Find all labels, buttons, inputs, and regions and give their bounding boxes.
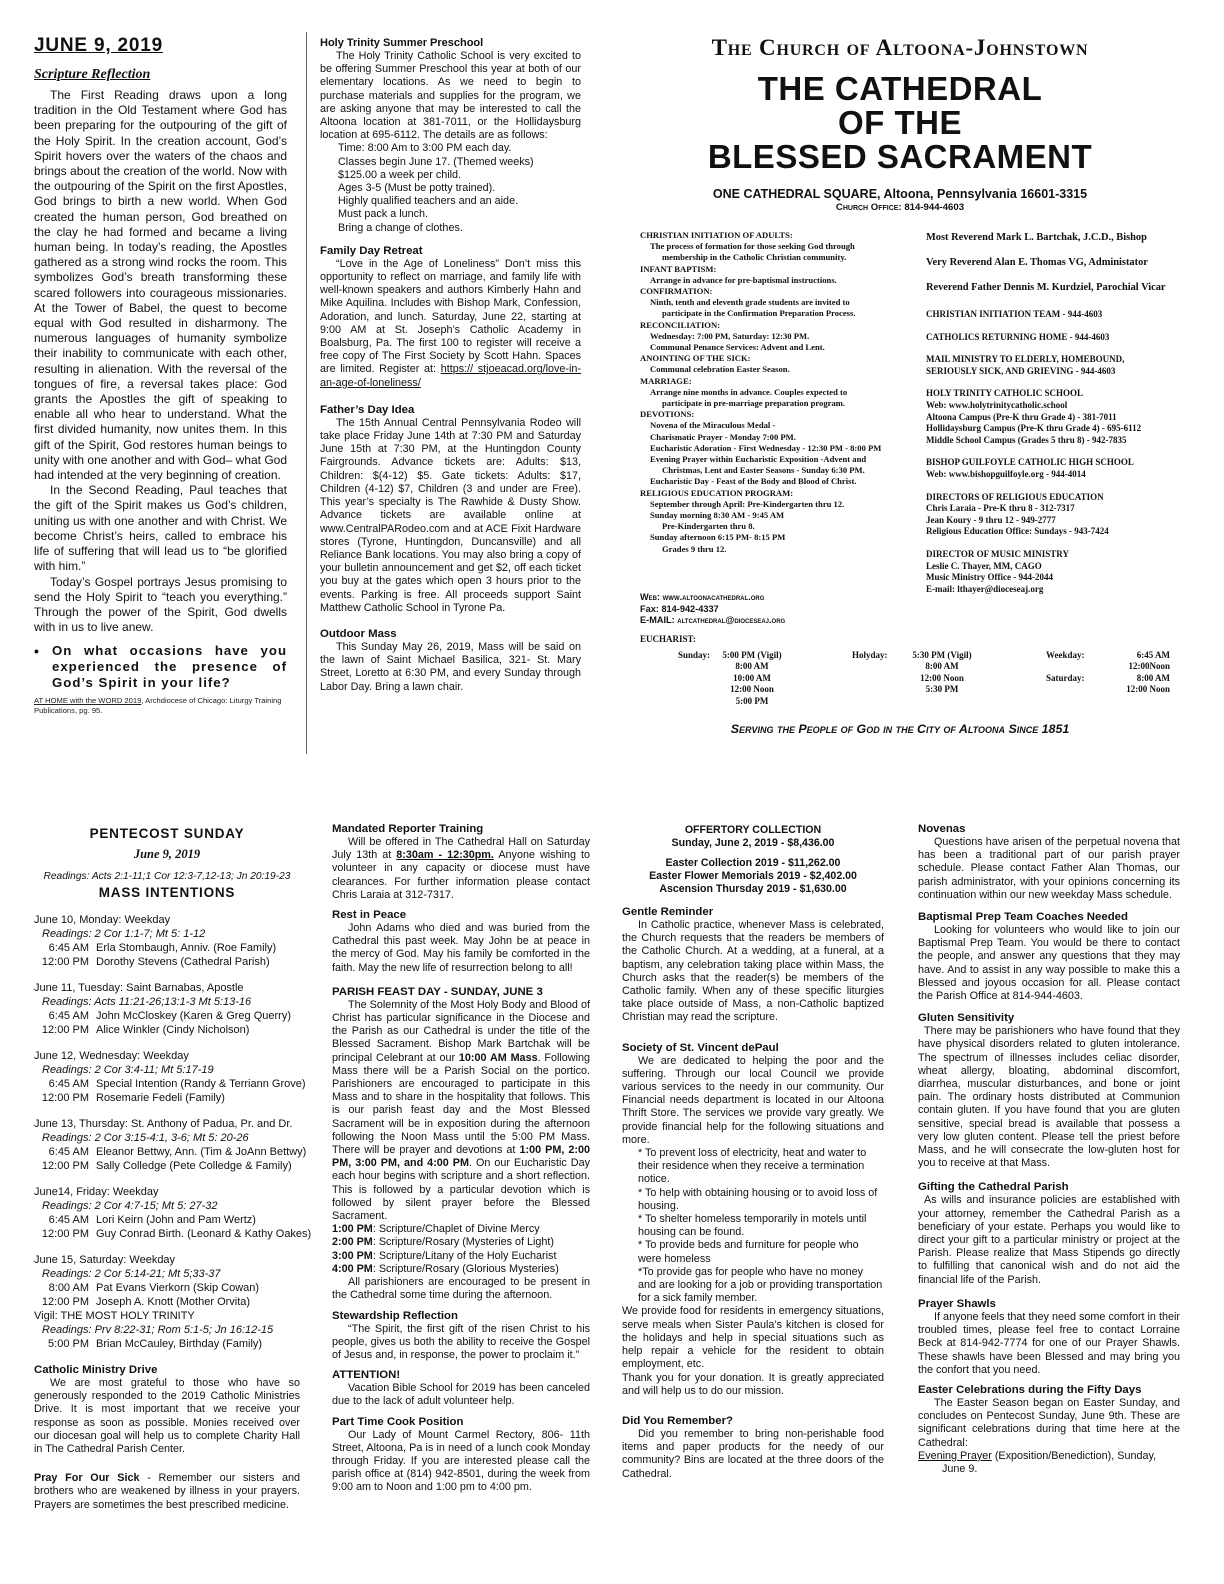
feast-text-c: . Following Mass there will be a Parish Social on the portico. Parishioners are encouraged to participate in this Mass and to share in the hospitality that follows. This is our parish feast day and the Most Blessed Sacrament will be in exposition during the afternoon following the Noon Mass until the 5:00 PM Mass. There will be prayer and devotions at (332, 1051, 591, 1157)
intention-time: 5:00 PM (48, 1338, 89, 1350)
intention-time: 12:00 PM (41, 1228, 89, 1240)
holyday-label: Holyday: (852, 650, 888, 660)
sacrament-detail: Wednesday: 7:00 PM, Saturday: 12:30 PM. (650, 330, 810, 341)
ministry-group (926, 549, 1188, 595)
col-parish-news (332, 822, 590, 1552)
pray-for-sick-label: Pray For Our Sick (34, 1472, 140, 1485)
weekday-label: Weekday: (1046, 650, 1085, 660)
intention-readings: Readings: Acts 11:21-26;13:1-3 Mt 5:13-16 (42, 996, 252, 1008)
intention-day-title: June 10, Monday: Weekday (34, 914, 171, 926)
mass-intentions-heading: MASS INTENTIONS (98, 885, 236, 900)
eucharist-label: EUCHARIST: (640, 634, 696, 644)
fax-number: Fax: 814-942-4337 (640, 603, 719, 614)
ministry-group-line: E-mail: lthayer@dioceseaj.org (926, 583, 1044, 594)
service-item: *To provide gas for people who have no money and are looking for a job or providing transportation for a sick family member. (638, 1265, 883, 1305)
column-divider (306, 32, 307, 754)
ministry-group-line: Web: www.holytrinitycatholic.school (926, 399, 1068, 410)
ministry-group-title: DIRECTOR OF MUSIC MINISTRY (926, 548, 1069, 559)
sacrament-detail: Novena of the Miraculous Medal - (650, 420, 776, 431)
cook-position-heading: Part Time Cook Position (332, 1415, 464, 1428)
mass-time: 5:30 PM (925, 684, 959, 695)
detail-item: Highly qualified teachers and an aide. (338, 195, 519, 208)
easter-collection: Easter Collection 2019 - $11,262.00 (665, 857, 841, 869)
mass-time: 12:00Noon (1128, 661, 1170, 672)
intention-time: 6:45 AM (48, 1214, 89, 1226)
ministry-group (926, 492, 1188, 538)
stewardship-heading: Stewardship Reflection (332, 1309, 458, 1322)
mass-time: 12:00 Noon (920, 672, 964, 683)
intention-name: John McCloskey (Karen & Greg Querry) (96, 1010, 292, 1022)
mass-time: 5:00 PM (735, 695, 769, 706)
intention-row (34, 1281, 300, 1295)
ministry-group-line: Leslie C. Thayer, MM, CAGO (926, 560, 1042, 571)
easter-flowers: Easter Flower Memorials 2019 - $2,402.00 (649, 870, 857, 882)
cathedral-title-2: OF THE (838, 104, 962, 141)
sacrament-detail: Christmas, Lent and Easter Seasons - Sunday 6:30 PM. (662, 465, 865, 476)
training-time: 8:30am - 12:30pm. (396, 849, 494, 862)
church-header (620, 34, 1180, 214)
remember-heading: Did You Remember? (622, 1414, 733, 1427)
ministry-group-line: Middle School Campus (Grades 5 thru 8) - 942-7835 (926, 434, 1127, 445)
rest-in-peace-text: John Adams who died and was buried from the Cathedral this past week. May John be at peace in the mercy of God. May his family be comforted in the faith. May the new life of resurrection belong to all! (332, 922, 590, 974)
gluten-heading: Gluten Sensitivity (918, 1012, 1015, 1025)
bullet-icon: • (34, 643, 39, 660)
contact-info (640, 592, 920, 632)
saturday-label: Saturday: (1046, 673, 1085, 683)
preschool-heading: Holy Trinity Summer Preschool (320, 37, 484, 49)
col-announcements-top (320, 36, 581, 756)
sacrament-detail: Sunday morning 8:30 AM - 9:45 AM (650, 510, 785, 521)
easter-celebrations-heading: Easter Celebrations during the Fifty Days (918, 1383, 1142, 1396)
detail-item: Ages 3-5 (Must be potty trained). (338, 182, 496, 195)
sacrament-detail: Communal Penance Services: Advent and Lent. (650, 342, 825, 353)
intention-row (34, 1091, 300, 1105)
col-novenas (918, 822, 1180, 1558)
feast-mass-time: 10:00 AM Mass (458, 1051, 538, 1064)
sunday-label: Sunday: (678, 650, 711, 660)
intention-name: Joseph A. Knott (Mother Orvita) (96, 1296, 251, 1308)
outdoor-mass-text: This Sunday May 26, 2019, Mass will be said on the lawn of Saint Michael Basilica, 321- St. Mary Street, Loretto at 6:30 PM, and every Sunday through Labor Day. Bring a lawn chair. (320, 640, 581, 693)
intention-row (34, 1227, 312, 1241)
saturday-times (1090, 673, 1170, 696)
attention-heading: ATTENTION! (332, 1369, 401, 1382)
ministry-group-title: CHRISTIAN INITIATION TEAM - 944-4603 (926, 309, 1103, 319)
ministry-group-line: SERIOUSLY SICK, AND GRIEVING - 944-4603 (926, 365, 1116, 376)
pentecost-date: June 9, 2019 (133, 847, 201, 861)
remember-text: Did you remember to bring non-perishable food items and paper products for the needy of our community? Bins are located at the three doors of the Cathedral. (622, 1427, 884, 1480)
sacrament-detail: Eucharistic Day - Feast of the Body and Blood of Christ. (650, 476, 857, 487)
feast-text-e: . On our Eucharistic Day each hour begins with scripture and a short reflection. This is followed by a particular devotion which is followed by silent prayer before the Blessed Sacrament. (332, 1157, 591, 1223)
gentle-reminder-heading: Gentle Reminder (622, 906, 714, 918)
sacrament-detail: Grades 9 thru 12. (662, 543, 727, 554)
evening-prayer-date: June 9. (942, 1462, 978, 1475)
sacrament-detail: Eucharistic Adoration - First Wednesday - 12:30 PM - 8:00 PM (650, 442, 882, 453)
stewardship-text: “The Spirit, the first gift of the risen Christ to his people, gives us both the ability to receive the Gospel of Jesus and, in response, the power to proclaim it.” (332, 1322, 590, 1361)
service-item: * To help with obtaining housing or to avoid loss of housing. (638, 1186, 878, 1212)
intention-row (34, 1023, 300, 1037)
website-link[interactable]: Web: www.altoonacathedral.org (640, 592, 765, 602)
sacrament-heading: MARRIAGE: (640, 375, 692, 386)
ministry-group-line: Chris Laraia - Pre-K thru 8 - 312-7317 (926, 503, 1075, 514)
devotion-schedule (332, 1223, 590, 1276)
weekday-times (1090, 650, 1170, 673)
intention-day (34, 1185, 312, 1241)
intention-readings: Readings: 2 Cor 3:15-4:1, 3-6; Mt 5: 20-26 (42, 1132, 249, 1144)
devotion-time: 3:00 PM (332, 1249, 373, 1262)
ministry-group (926, 354, 1188, 377)
reflection-para-3: Today’s Gospel portrays Jesus promising to send the Holy Spirit to “teach you everything.” Through the power of the Spirit, God dwells with in us to live anew. (34, 574, 287, 635)
mass-time: 12:00 Noon (1126, 684, 1170, 695)
ministry-group-line: Altoona Campus (Pre-K thru Grade 4) - 381-7011 (926, 411, 1117, 422)
mass-time: 12:00 Noon (730, 684, 774, 695)
detail-item: Must pack a lunch. (338, 208, 429, 221)
reflection-citation (34, 696, 287, 715)
svdp-food: We provide food for residents in emergency situations, serve meals when Sister Paula’s kitchen is closed for the holidays and help in special situations such as help repair a vehicle for the resident to obtain employment, etc. (622, 1305, 884, 1371)
mandated-training-text (332, 836, 590, 902)
bishop-name: Most Reverend Mark L. Bartchak, J.C.D., Bishop (926, 232, 1147, 243)
ministry-group-line: Jean Koury - 9 thru 12 - 949-2777 (926, 514, 1056, 525)
evening-prayer-label: Evening Prayer (918, 1449, 992, 1462)
intention-time: 12:00 PM (41, 1296, 89, 1308)
intention-time: 12:00 PM (41, 956, 89, 968)
training-text-a: Will be offered in The Cathedral Hall on Saturday July 13th at (332, 836, 590, 862)
family-retreat-text (320, 258, 581, 390)
ministry-group-title: CATHOLICS RETURNING HOME - 944-4603 (926, 331, 1110, 342)
reflection-question (34, 643, 287, 690)
devotion-name: Scripture/Litany of the Holy Eucharist (378, 1249, 557, 1262)
intention-day-title: June 15, Saturday: Weekday (34, 1254, 176, 1266)
intention-day-title: June 12, Wednesday: Weekday (34, 1050, 189, 1062)
ministry-teams (926, 309, 1188, 595)
church-office-phone: Church Office: 814-944-4603 (835, 202, 965, 213)
detail-item: Classes begin June 17. (Themed weeks) (338, 155, 534, 168)
ministry-group-line: Hollidaysburg Campus (Pre-K thru Grade 4) - 695-6112 (926, 423, 1142, 434)
intentions-list (34, 913, 312, 1351)
sacrament-heading: DEVOTIONS: (640, 409, 695, 420)
sacrament-detail: Sunday afternoon 6:15 PM- 8:15 PM (650, 532, 786, 543)
intention-time: 6:45 AM (48, 942, 89, 954)
pray-for-sick (34, 1472, 300, 1512)
intention-time: 6:45 AM (48, 1078, 89, 1090)
diocese-line: The Church of Altoona-Johnstown (711, 35, 1089, 60)
intention-name: Lori Keirn (John and Pam Wertz) (96, 1214, 256, 1226)
sacrament-heading: CONFIRMATION: (640, 286, 713, 297)
ministry-group (926, 332, 1188, 344)
sacrament-detail: Pre-Kindergarten thru 8. (662, 521, 755, 532)
gifting-text: As wills and insurance policies are established with your attorney, remember the Cathedral Parish as a beneficiary of your estate. Perhaps you would like to direct your gift to a particular ministry or project at the Parish. Please realize that Mass Stipends go directly to fulfilling that canonical wish and do not aid the financial life of the Parish. (918, 1194, 1180, 1286)
intention-name: Brian McCauley, Birthday (Family) (96, 1338, 263, 1350)
feast-day-heading: PARISH FEAST DAY - SUNDAY, JUNE 3 (332, 985, 543, 998)
ministry-group-line: Web: www.bishopguilfoyle.org - 944-4014 (926, 468, 1086, 479)
devotion-name: Scripture/Rosary (Glorious Mysteries) (378, 1262, 559, 1275)
feast-day-text (332, 999, 590, 1223)
mass-time: 6:45 AM (1136, 650, 1170, 660)
detail-item: Time: 8:00 Am to 3:00 PM each day. (338, 142, 512, 155)
devotion-time: 4:00 PM (332, 1262, 373, 1275)
sacrament-detail: The process of formation for those seeking God through (650, 241, 855, 252)
sacrament-detail: September through April: Pre-Kindergarten thru 12. (650, 498, 845, 509)
reflection-para-1: The First Reading draws upon a long tradition in the Old Testament where God has been preparing for the outpouring of the gift of the Holy Spirit. In the creation account, God’s Spirit hovers over the waters of the chaos and brings about the creation of the world. Now with the outpouring of the Spirit on the first Apostles, God brings to birth a new world. When God created the human person, God breathed on the clay he had formed and became a living human being. In today’s reading, the Apostles gathered as a strong wind rocks the room. This symbolizes God’s breath transforming these scared followers into courageous missionaries. At the Tower of Babel, the quest to become equal with God resulted in disharmony. The numerous languages of humanity symbolize their inability to communicate with each other, resulting in alienation. With the reversal of the tongues of fire, a reversal takes place: God grants the Apostles the gift of speaking to enable all who hear to understand. What the first divided humanity, now unites them. In this gift of the Spirit, God restores human beings to unity with one another and with God– what God had intended at the very beginning of creation. (34, 88, 287, 483)
feast-devotion-times: 1:00 PM, 2:00 PM, 3:00 PM, and 4:00 PM (332, 1144, 591, 1170)
administrator-name: Very Reverend Alan E. Thomas VG, Administator (926, 257, 1148, 268)
sacraments-list (640, 230, 920, 580)
pentecost-readings: Readings: Acts 2:1-11;1 Cor 12:3-7,12-13; Jn 20:19-23 (43, 871, 291, 882)
novenas-text: Questions have arisen of the perpetual novena that has been a traditional part of our parish prayer schedule. Please contact Father Alan Thomas, our parish administrator, with your opinions concerning its continuation within our new weekday Mass schedule. (918, 836, 1180, 901)
bulletin-date: JUNE 9, 2019 (34, 35, 163, 56)
family-retreat-heading: Family Day Retreat (320, 244, 423, 257)
devotion-colon: : (372, 1249, 379, 1262)
easter-celebrations-text: The Easter Season began on Easter Sunday, and concludes on Pentecost Sunday, June 9th. These are significant celebrations during that time here at the Cathedral: (918, 1396, 1180, 1449)
sunday-times (712, 650, 792, 707)
sacrament-detail: membership in the Catholic Christian community. (662, 252, 847, 263)
cathedral-title-3: BLESSED SACRAMENT (707, 138, 1093, 175)
scripture-reflection-heading: Scripture Reflection (34, 67, 151, 82)
detail-item: $125.00 a week per child. (338, 168, 462, 181)
intention-readings: Readings: 2 Cor 3:4-11; Mt 5:17-19 (42, 1064, 214, 1076)
intention-name: Erla Stombaugh, Anniv. (Roe Family) (96, 942, 277, 954)
intention-day (34, 913, 300, 969)
intention-day (34, 1117, 307, 1173)
ministry-group-title: HOLY TRINITY CATHOLIC SCHOOL (926, 388, 1083, 399)
sacrament-heading: ANOINTING OF THE SICK: (640, 353, 751, 364)
devotion-name: Scripture/Chaplet of Divine Mercy (378, 1223, 540, 1236)
intention-row (34, 1009, 300, 1023)
intention-name: Rosemarie Fedeli (Family) (96, 1092, 225, 1104)
sacrament-detail: participate in pre-marriage preparation program. (662, 398, 846, 409)
intention-day-title: June14, Friday: Weekday (34, 1186, 159, 1198)
intention-name: Eleanor Bettwy, Ann. (Tim & JoAnn Bettwy) (96, 1146, 307, 1158)
cook-position-text: Our Lady of Mount Carmel Rectory, 806- 11th Street, Altoona, Pa is in need of a lunch cook Monday through Friday. If you are interested please call the parish office at (814) 942-8501, during the week from 9:00 am to Noon and 1:00 pm to 4:00 pm. (332, 1428, 590, 1494)
offertory-sunday: Sunday, June 2, 2019 - $8,436.00 (671, 837, 835, 849)
preschool-text: The Holy Trinity Catholic School is very excited to be offering Summer Preschool this year at both of our elementary locations. As we need to begin to purchase materials and supplies for the program, we are asking anyone that may be interested to call the Altoona location at 381-7011, or the Hollidaysburg location at 695-6112. The details are as follows: (320, 50, 581, 142)
sacrament-detail: Arrange in advance for pre-baptismal instructions. (650, 274, 837, 285)
vigil-readings: Readings: Prv 8:22-31; Rom 5:1-5; Jn 16:12-15 (42, 1324, 274, 1336)
intention-day (34, 1049, 306, 1105)
serving-tagline: Serving the People of God in the City of Altoona Since 1851 (730, 722, 1070, 736)
devotion-name: Scripture/Rosary (Mysteries of Light) (378, 1236, 555, 1249)
sacrament-heading: INFANT BAPTISM: (640, 263, 717, 274)
ministry-group (926, 309, 1188, 321)
sacrament-detail: Evening Prayer within Eucharistic Exposition -Advent and (650, 454, 867, 465)
intention-day-title: June 11, Tuesday: Saint Barnabas, Apostle (34, 982, 244, 994)
ministry-drive-heading: Catholic Ministry Drive (34, 1364, 158, 1376)
offertory-heading: OFFERTORY COLLECTION (684, 824, 822, 836)
service-item: * To prevent loss of electricity, heat and water to their residence when they receive a termination notice. (638, 1147, 867, 1186)
devotion-row (332, 1263, 590, 1276)
sacrament-heading: RECONCILIATION: (640, 319, 721, 330)
intention-time: 12:00 PM (41, 1092, 89, 1104)
mass-time: 8:00 AM (1136, 673, 1170, 683)
mass-time: 8:00 AM (735, 661, 769, 672)
pentecost-title: PENTECOST SUNDAY (89, 826, 245, 841)
evening-prayer-rest: (Exposition/Benediction), Sunday, (991, 1449, 1157, 1462)
ministry-group-title: BISHOP GUILFOYLE CATHOLIC HIGH SCHOOL (926, 457, 1134, 468)
email-link[interactable]: E-MAIL: altcathedral@dioceseaj.org (640, 615, 786, 625)
detail-item: Bring a change of clothes. (338, 221, 463, 234)
prayer-shawls-text: If anyone feels that they need some comfort in their troubled times, please feel free to contact Lorraine Beck at 814-942-7774 for one of our Prayer Shawls. These shawls have been Blessed and may bring you the confort that you need. (918, 1310, 1180, 1376)
intention-row (34, 1159, 300, 1173)
devotion-row (332, 1250, 590, 1263)
devotion-row (332, 1236, 590, 1249)
holyday-times (892, 650, 992, 696)
intention-day (34, 1253, 300, 1351)
reflection-question-text: On what occasions have you experienced the presence of God’s Spirit in your life? (52, 643, 287, 690)
baptismal-text: Looking for volunteers who would like to join our Baptismal Prep Team. You would be there to contact the people, and answer any questions that they may have. And to assist in any way possible to make this a Blessed and joyous occasion for all. Please contact the Parish Office at 814-944-4603. (918, 924, 1180, 1003)
ministry-drive-text: We are most grateful to those who have so generously responded to the 2019 Catholic Ministries Drive. It is most important that we receive your response as soon as possible. Monies received over our diocesan goal will help us to complete Charity Hall in The Cathedral Parish Center. (34, 1377, 300, 1456)
intention-row (34, 955, 300, 969)
citation-link[interactable]: AT HOME with the WORD 2019 (34, 696, 142, 706)
intention-row (34, 1077, 306, 1091)
mass-time: 10:00 AM (733, 672, 771, 683)
intention-readings: Readings: 2 Cor 4:7-15; Mt 5: 27-32 (42, 1200, 218, 1212)
sacrament-detail: Communal celebration Easter Season. (650, 364, 790, 375)
vigil-title: Vigil: THE MOST HOLY TRINITY (34, 1310, 195, 1322)
evening-prayer-line (918, 1450, 1180, 1463)
service-item: * To shelter homeless temporarily in motels until housing can be found. (638, 1213, 867, 1239)
preschool-details (320, 142, 581, 234)
prayer-shawls-heading: Prayer Shawls (918, 1297, 996, 1310)
svdp-thanks: Thank you for your donation. It is greatly appreciated and will help us to do our mission. (622, 1371, 884, 1397)
intention-time: 12:00 PM (41, 1160, 89, 1172)
intention-name: Pat Evans Vierkorn (Skip Cowan) (96, 1282, 260, 1294)
novenas-heading: Novenas (918, 823, 966, 835)
service-item: * To provide beds and furniture for people who were homeless (638, 1239, 859, 1265)
parochial-vicar-name: Reverend Father Dennis M. Kurdziel, Parochial Vicar (926, 282, 1166, 293)
intention-time: 8:00 AM (48, 1282, 89, 1294)
intention-name: Alice Winkler (Cindy Nicholson) (96, 1024, 250, 1036)
sacrament-detail: Arrange nine months in advance. Couples expected to (650, 386, 848, 397)
pray-for-sick-text: - Remember our sisters and brothers who are weakened by illness in your prayers. Prayers are sometimes the best prescribed medicine. (34, 1472, 300, 1511)
svdp-services (622, 1147, 884, 1305)
intention-row (34, 941, 300, 955)
eucharist-schedule (640, 634, 1180, 714)
intention-name: Special Intention (Randy & Terriann Grove) (96, 1078, 306, 1090)
ascension-collection: Ascension Thursday 2019 - $1,630.00 (659, 883, 847, 895)
gentle-reminder-text: In Catholic practice, whenever Mass is celebrated, the Church requests that the readers be members of the Catholic Church. At a wedding, at a funeral, at a baptism, any celebration taking place within Mass, the Church asks that the reader(s) be members of the Catholic family. When any of these specific liturgies take place outside of Mass, a non-Catholic baptized Christian may read the scripture. (622, 919, 884, 1024)
svdp-heading: Society of St. Vincent dePaul (622, 1041, 779, 1054)
intention-name: Guy Conrad Birth. (Leonard & Kathy Oakes) (96, 1228, 312, 1240)
intention-name: Dorothy Stevens (Cathedral Parish) (96, 956, 270, 968)
intention-day-title: June 13, Thursday: St. Anthony of Padua, Pr. and Dr. (34, 1118, 293, 1130)
intention-readings: Readings: 2 Cor 1:1-7; Mt 5: 1-12 (42, 928, 206, 940)
feast-closing: All parishioners are encouraged to be present in the Cathedral some time during the afternoon. (332, 1276, 590, 1302)
staff-list (926, 232, 1188, 632)
mass-time: 8:00 AM (925, 661, 959, 672)
devotion-colon: : (372, 1223, 379, 1236)
gifting-heading: Gifting the Cathedral Parish (918, 1181, 1069, 1194)
mass-time: 5:30 PM (Vigil) (912, 650, 972, 660)
devotion-time: 1:00 PM (332, 1223, 373, 1236)
fathers-day-text: The 15th Annual Central Pennsylvania Rodeo will take place Friday June 14th at 7:30 PM and Saturday June 15th at 7:30 PM, at the Huntingdon County Fairgrounds. Advance tickets are: Adults: $13, Children: $(4-12) $5. Gate tickets: Adults: $17, Children (4-12) $7, Children (3 and under are Free). This year’s specialty is The Rawhide & Dusty Show. Advance tickets are available online at www.CentralPARodeo.com and at ACE Fixit Hardware stores (Tyrone, Huntingdon, Duncansville) and all Reliance Bank locations. You may also bring a copy of your bulletin announcement and get $2, off each ticket you buy at the gates which open 3 hours prior to the events. Parking is free. All proceeds support Saint Matthew Catholic School in Tyrone Pa. (320, 416, 581, 614)
intention-time: 6:45 AM (48, 1010, 89, 1022)
attention-text: Vacation Bible School for 2019 has been canceled due to the lack of adult volunteer help. (332, 1382, 590, 1408)
intention-row (34, 1213, 300, 1227)
col-mass-intentions (34, 826, 312, 1556)
family-retreat-body: “Love in the Age of Loneliness” Don’t miss this opportunity to reflect on marriage, and family life with well-known speakers and authors Kimberly Hahn and Mike Aquilina. Includes with Bishop Mark, Confession, Adoration, and lunch. Saturday, June 22, starting at 9:00 AM at St. Joseph’s Catholic Academy in Boalsburg, Pa. The first 100 to register will receive a free copy of The First Society by Scott Hahn. Spaces are limited. Register at: (320, 257, 581, 376)
sacrament-detail: Charismatic Prayer - Monday 7:00 PM. (650, 431, 796, 442)
mandated-training-heading: Mandated Reporter Training (332, 823, 484, 835)
devotion-colon: : (372, 1236, 379, 1249)
intention-row (34, 1295, 300, 1309)
ministry-group (926, 388, 1188, 446)
svdp-text: We are dedicated to helping the poor and the suffering. Through our local Council we provide various services to the needy in our community. Our Financial needs department is located in our Altoona Thrift Store. The services we provide vary greatly. We provide financial help for the following situations and more. (622, 1054, 884, 1146)
cathedral-address: ONE CATHEDRAL SQUARE, Altoona, Pennsylvania 16601-3315 (712, 187, 1088, 201)
sacrament-detail: Ninth, tenth and eleventh grade students are invited to (650, 297, 850, 308)
ministry-group-title: DIRECTORS OF RELIGIOUS EDUCATION (926, 491, 1104, 502)
sacrament-heading: CHRISTIAN INITIATION OF ADULTS: (640, 230, 793, 240)
intention-row (34, 1145, 307, 1159)
training-text-b: Anyone wishing to volunteer in any capacity or diocese must have clearances. For further information please contact Chris Laraia at 312-7317. (332, 849, 590, 901)
register-link[interactable]: https:// stjoeacad.org/love-in-an-age-of-loneliness/ (320, 363, 582, 389)
sacrament-heading: RELIGIOUS EDUCATION PROGRAM: (640, 487, 794, 498)
ministry-group (926, 457, 1188, 480)
ministry-group-line: Religious Education Office: Sundays - 943-7424 (926, 526, 1109, 537)
citation-rest: , Archdiocese of Chicago: Liturgy Training Publications, pg. 95. (34, 696, 282, 715)
outdoor-mass-heading: Outdoor Mass (320, 627, 397, 640)
gluten-text: There may be parishioners who have found that they have physical disorders related to gluten intolerance. The spectrum of illnesses includes celiac disorder, wheat allergy, bloating, abdominal discomfort, diarrhea, muscular disturbances, and bone or joint pain. The ordinary hosts distributed at Communion contain gluten. If you have found that you are gluten sensitive, special bread is available that possess a very low gluten content. Please tell the priest before Mass, and he will consecrate the low-gluten host for you to receive at that Mass. (918, 1025, 1180, 1170)
devotion-time: 2:00 PM (332, 1236, 373, 1249)
ministry-group-line: Music Ministry Office - 944-2044 (926, 572, 1053, 583)
fathers-day-heading: Father’s Day Idea (320, 403, 415, 416)
intention-name: Sally Colledge (Pete Colledge & Family) (96, 1160, 292, 1172)
intention-day (34, 981, 300, 1037)
mass-time: 5:00 PM (Vigil) (722, 650, 782, 660)
col-offertory (622, 824, 884, 1554)
feast-text-a: The Solemnity of the Most Holy Body and Blood of Christ has particular significance in the Diocese and the Parish as our Cathedral is under the title of the Blessed Sacrament. Bishop Mark Bartchak will be principal Celebrant at our (332, 998, 590, 1064)
rest-in-peace-heading: Rest in Peace (332, 909, 407, 922)
ministry-group-title: MAIL MINISTRY TO ELDERLY, HOMEBOUND, (926, 354, 1125, 365)
intention-readings: Readings: 2 Cor 5:14-21; Mt 5;33-37 (42, 1268, 221, 1280)
intention-time: 6:45 AM (48, 1146, 89, 1158)
devotion-colon: : (372, 1262, 379, 1275)
intention-time: 12:00 PM (41, 1024, 89, 1036)
devotion-row (332, 1223, 590, 1236)
baptismal-heading: Baptismal Prep Team Coaches Needed (918, 911, 1128, 924)
reflection-para-2: In the Second Reading, Paul teaches that the gift of the Spirit makes us God’s children, uniting us with one another and with Christ. We become Christ’s heirs, called to embrace his life of suffering that will lead us to “be glorified with him.” (34, 483, 287, 574)
intention-row (34, 1337, 300, 1351)
sacrament-detail: participate in the Confirmation Preparation Process. (662, 308, 856, 319)
col-scripture-reflection (34, 34, 287, 762)
cathedral-title-1: THE CATHEDRAL (757, 70, 1043, 107)
